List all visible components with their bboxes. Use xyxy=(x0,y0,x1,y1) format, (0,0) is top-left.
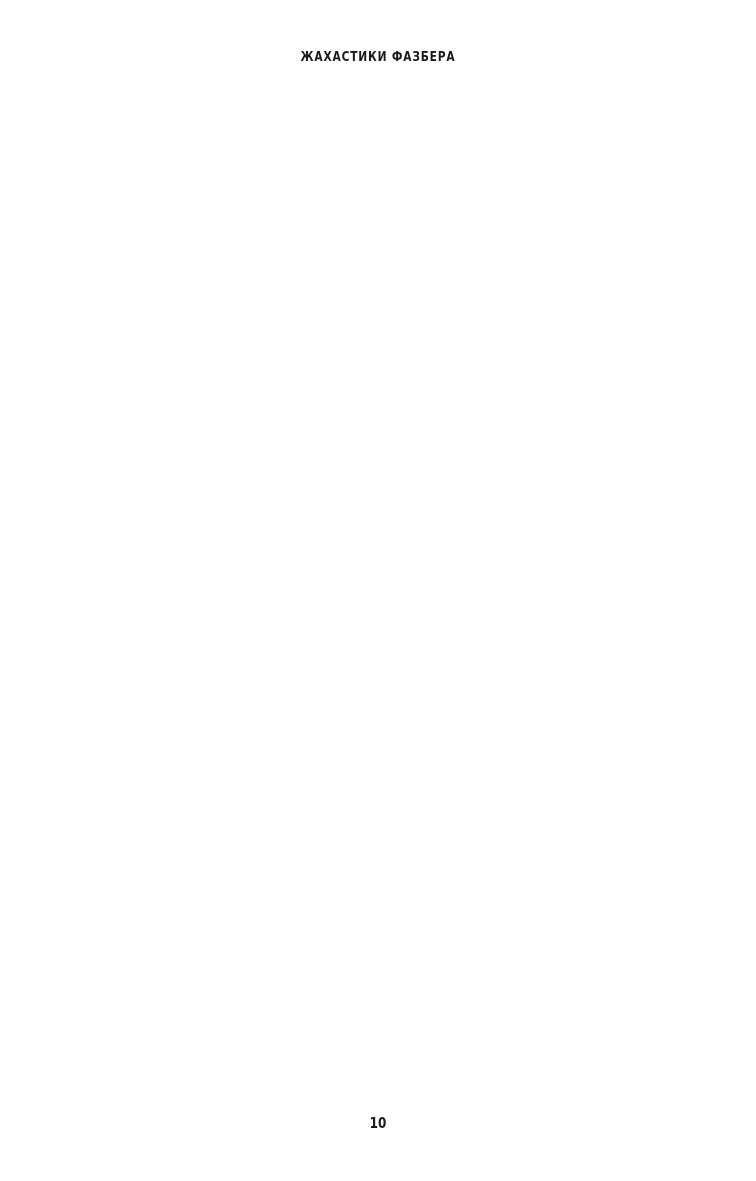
page-number: 10 xyxy=(369,1114,387,1132)
running-header: ЖАХАСТИКИ ФАЗБЕРА xyxy=(300,50,456,65)
